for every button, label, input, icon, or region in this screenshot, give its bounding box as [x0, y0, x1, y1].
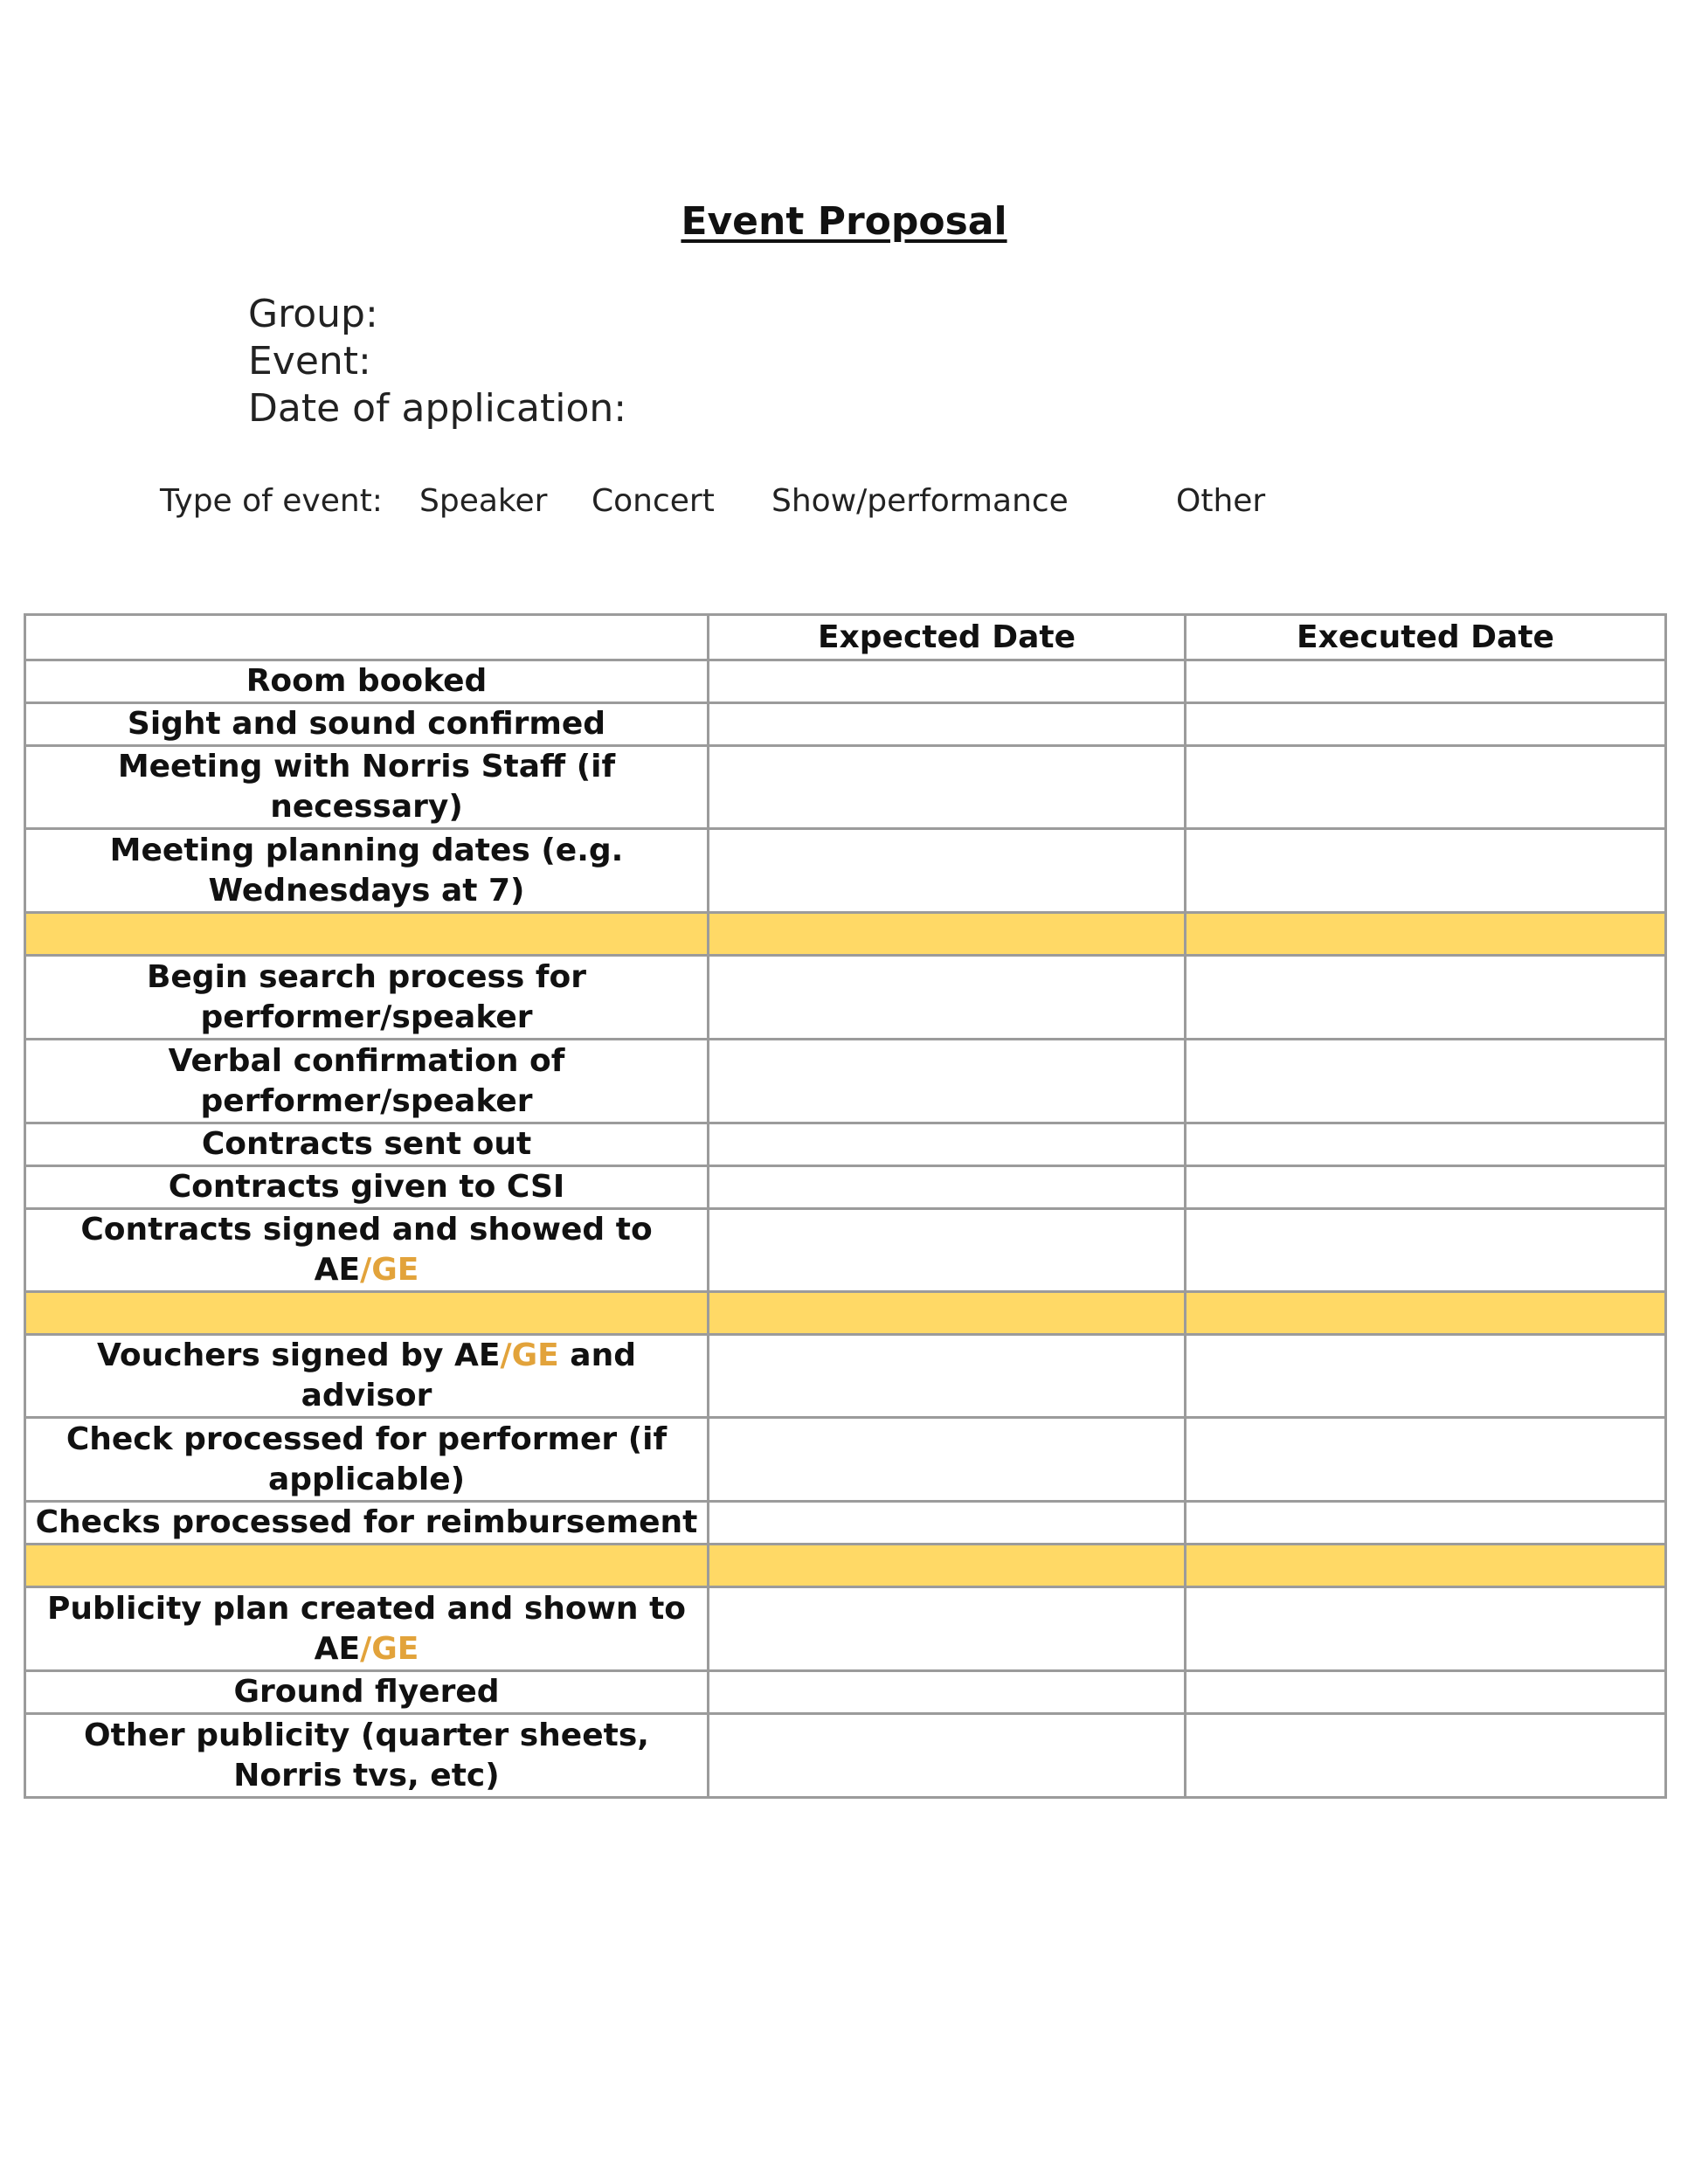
task-text-suffix: and advisor — [301, 1337, 636, 1413]
expected-date-cell[interactable] — [709, 1714, 1186, 1798]
task-accent-slash: / — [360, 1630, 372, 1667]
task-column-header — [25, 615, 709, 660]
expected-date-cell[interactable] — [709, 746, 1186, 829]
executed-date-cell[interactable] — [1186, 1418, 1666, 1502]
event-field-label: Event: — [248, 339, 371, 384]
separator-cell — [709, 913, 1186, 956]
executed-date-cell[interactable] — [1186, 660, 1666, 703]
header-fields — [248, 291, 626, 432]
table-row — [25, 956, 1666, 1040]
executed-date-cell[interactable] — [1186, 1209, 1666, 1292]
table-row — [25, 1502, 1666, 1545]
task-text: Contracts signed and showed to AE — [80, 1212, 653, 1288]
type-option-speaker[interactable]: Speaker — [419, 483, 548, 519]
task-cell: Contracts given to CSI — [25, 1166, 709, 1209]
separator-cell — [1186, 1292, 1666, 1335]
executed-date-cell[interactable] — [1186, 703, 1666, 746]
expected-date-cell[interactable] — [709, 829, 1186, 913]
task-cell: Check processed for performer (if applicable) — [25, 1418, 709, 1502]
expected-date-cell[interactable] — [709, 1335, 1186, 1418]
type-option-concert[interactable]: Concert — [591, 483, 715, 519]
task-cell: Other publicity (quarter sheets, Norris tvs, etc) — [25, 1714, 709, 1798]
executed-date-cell[interactable] — [1186, 1040, 1666, 1123]
task-cell — [25, 1587, 709, 1671]
separator-cell — [25, 913, 709, 956]
table-row — [25, 1671, 1666, 1714]
task-accent-slash: / — [500, 1337, 512, 1373]
executed-date-cell[interactable] — [1186, 1714, 1666, 1798]
expected-date-cell[interactable] — [709, 1209, 1186, 1292]
expected-date-cell[interactable] — [709, 1418, 1186, 1502]
table-row — [25, 1040, 1666, 1123]
task-accent-ge: GE — [511, 1337, 559, 1373]
table-row — [25, 1166, 1666, 1209]
separator-cell — [709, 1545, 1186, 1587]
type-of-event-label: Type of event: — [160, 483, 383, 519]
separator-row — [25, 1545, 1666, 1587]
expected-date-cell[interactable] — [709, 1040, 1186, 1123]
task-cell: Ground flyered — [25, 1671, 709, 1714]
task-text: Publicity plan created and shown to AE — [46, 1590, 687, 1667]
page-title: Event Proposal — [681, 199, 1007, 244]
task-cell: Begin search process for performer/speaker — [25, 956, 709, 1040]
task-cell — [25, 1335, 709, 1418]
task-cell — [25, 1209, 709, 1292]
executed-date-header: Executed Date — [1186, 615, 1666, 660]
task-cell: Verbal confirmation of performer/speaker — [25, 1040, 709, 1123]
table-row — [25, 1418, 1666, 1502]
expected-date-cell[interactable] — [709, 1166, 1186, 1209]
task-accent-slash: / — [360, 1252, 372, 1288]
separator-cell — [1186, 1545, 1666, 1587]
expected-date-cell[interactable] — [709, 703, 1186, 746]
separator-cell — [709, 1292, 1186, 1335]
table-row — [25, 1714, 1666, 1798]
task-cell: Room booked — [25, 660, 709, 703]
expected-date-cell[interactable] — [709, 660, 1186, 703]
table-header-row — [25, 615, 1666, 660]
separator-cell — [1186, 913, 1666, 956]
separator-row — [25, 913, 1666, 956]
expected-date-header: Expected Date — [709, 615, 1186, 660]
table-row — [25, 703, 1666, 746]
table-row — [25, 660, 1666, 703]
table-row — [25, 1335, 1666, 1418]
table-row — [25, 1123, 1666, 1166]
task-cell: Contracts sent out — [25, 1123, 709, 1166]
executed-date-cell[interactable] — [1186, 1502, 1666, 1545]
expected-date-cell[interactable] — [709, 1671, 1186, 1714]
expected-date-cell[interactable] — [709, 1123, 1186, 1166]
table-row — [25, 746, 1666, 829]
task-cell: Sight and sound confirmed — [25, 703, 709, 746]
separator-cell — [25, 1292, 709, 1335]
task-accent-ge: GE — [371, 1630, 419, 1667]
table-row — [25, 1587, 1666, 1671]
executed-date-cell[interactable] — [1186, 1335, 1666, 1418]
executed-date-cell[interactable] — [1186, 1671, 1666, 1714]
group-field-label: Group: — [248, 292, 378, 336]
date-of-application-label: Date of application: — [248, 386, 627, 431]
type-of-event-row — [0, 483, 1688, 522]
separator-row — [25, 1292, 1666, 1335]
executed-date-cell[interactable] — [1186, 746, 1666, 829]
event-timeline-table — [24, 613, 1667, 1799]
executed-date-cell[interactable] — [1186, 1587, 1666, 1671]
task-accent-ge: GE — [371, 1252, 419, 1288]
executed-date-cell[interactable] — [1186, 1166, 1666, 1209]
table-row — [25, 1209, 1666, 1292]
expected-date-cell[interactable] — [709, 1587, 1186, 1671]
executed-date-cell[interactable] — [1186, 1123, 1666, 1166]
task-cell: Meeting with Norris Staff (if necessary) — [25, 746, 709, 829]
task-cell: Checks processed for reimbursement — [25, 1502, 709, 1545]
separator-cell — [25, 1545, 709, 1587]
executed-date-cell[interactable] — [1186, 829, 1666, 913]
executed-date-cell[interactable] — [1186, 956, 1666, 1040]
expected-date-cell[interactable] — [709, 1502, 1186, 1545]
table-row — [25, 829, 1666, 913]
type-option-other[interactable]: Other — [1176, 483, 1266, 519]
type-option-show-performance[interactable]: Show/performance — [771, 483, 1069, 519]
task-cell: Meeting planning dates (e.g. Wednesdays at 7) — [25, 829, 709, 913]
task-text: Vouchers signed by AE — [97, 1337, 501, 1373]
expected-date-cell[interactable] — [709, 956, 1186, 1040]
